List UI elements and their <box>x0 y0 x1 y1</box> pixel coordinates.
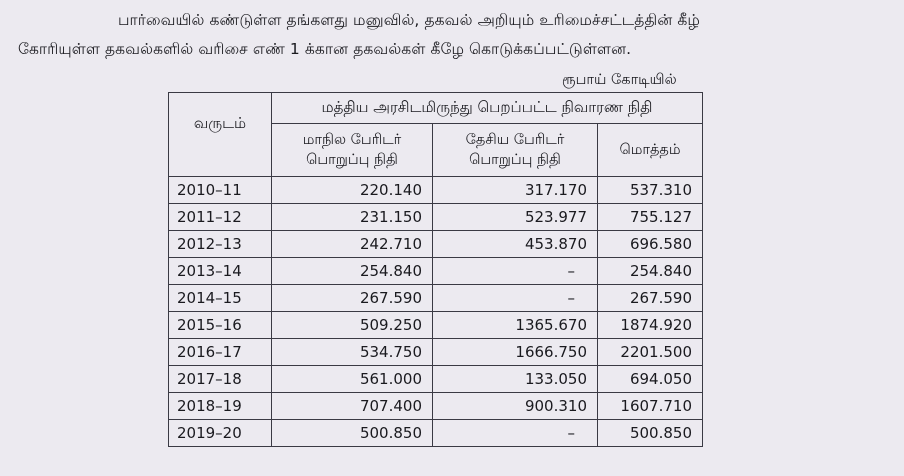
year-cell: 2010–11 <box>169 177 272 204</box>
state-fund-cell: 231.150 <box>272 204 433 231</box>
year-cell: 2014–15 <box>169 285 272 312</box>
header-national-fund <box>433 124 598 177</box>
table-row <box>169 285 703 312</box>
total-cell: 755.127 <box>598 204 703 231</box>
header-total: மொத்தம் <box>598 124 703 177</box>
header-state-line-1: மாநில பேரிடர் <box>302 132 402 148</box>
table-row <box>169 366 703 393</box>
national-fund-cell: 133.050 <box>433 366 598 393</box>
unit-note: ரூபாய் கோடியில் <box>562 72 677 88</box>
header-group: மத்திய அரசிடமிருந்து பெறப்பட்ட நிவாரண நிதி <box>272 93 703 124</box>
total-cell: 694.050 <box>598 366 703 393</box>
table-row <box>169 258 703 285</box>
table-row <box>169 312 703 339</box>
year-cell: 2012–13 <box>169 231 272 258</box>
national-fund-cell: 1365.670 <box>433 312 598 339</box>
total-cell: 1874.920 <box>598 312 703 339</box>
national-fund-cell: – <box>433 285 598 312</box>
national-fund-cell: 900.310 <box>433 393 598 420</box>
table-row <box>169 231 703 258</box>
body-paragraph <box>18 6 890 64</box>
header-state-fund <box>272 124 433 177</box>
national-fund-cell: 523.977 <box>433 204 598 231</box>
national-fund-cell: 453.870 <box>433 231 598 258</box>
state-fund-cell: 242.710 <box>272 231 433 258</box>
header-national-line-2: பொறுப்பு நிதி <box>469 152 561 168</box>
national-fund-cell: – <box>433 258 598 285</box>
year-cell: 2015–16 <box>169 312 272 339</box>
national-fund-cell: 317.170 <box>433 177 598 204</box>
state-fund-cell: 707.400 <box>272 393 433 420</box>
year-cell: 2018–19 <box>169 393 272 420</box>
total-cell: 254.840 <box>598 258 703 285</box>
table-row <box>169 393 703 420</box>
table-row <box>169 339 703 366</box>
state-fund-cell: 254.840 <box>272 258 433 285</box>
state-fund-cell: 500.850 <box>272 420 433 447</box>
total-cell: 2201.500 <box>598 339 703 366</box>
year-cell: 2013–14 <box>169 258 272 285</box>
state-fund-cell: 509.250 <box>272 312 433 339</box>
table-row <box>169 420 703 447</box>
year-cell: 2016–17 <box>169 339 272 366</box>
total-cell: 696.580 <box>598 231 703 258</box>
header-national-line-1: தேசிய பேரிடர் <box>465 132 565 148</box>
total-cell: 500.850 <box>598 420 703 447</box>
state-fund-cell: 267.590 <box>272 285 433 312</box>
table-body <box>169 177 703 447</box>
national-fund-cell: – <box>433 420 598 447</box>
state-fund-cell: 534.750 <box>272 339 433 366</box>
year-cell: 2019–20 <box>169 420 272 447</box>
national-fund-cell: 1666.750 <box>433 339 598 366</box>
state-fund-cell: 220.140 <box>272 177 433 204</box>
total-cell: 537.310 <box>598 177 703 204</box>
table-row <box>169 204 703 231</box>
year-cell: 2011–12 <box>169 204 272 231</box>
total-cell: 1607.710 <box>598 393 703 420</box>
state-fund-cell: 561.000 <box>272 366 433 393</box>
year-cell: 2017–18 <box>169 366 272 393</box>
table-row <box>169 177 703 204</box>
total-cell: 267.590 <box>598 285 703 312</box>
header-state-line-2: பொறுப்பு நிதி <box>306 152 398 168</box>
paragraph-line-1: பார்வையில் கண்டுள்ள தங்களது மனுவில், தகவல் அறியும் உரிமைச்சட்டத்தின் கீழ் <box>118 11 700 29</box>
paragraph-line-2: கோரியுள்ள தகவல்களில் வரிசை எண் 1 க்கான தகவல்கள் கீழே கொடுக்கப்பட்டுள்ளன. <box>18 40 632 58</box>
header-year: வருடம் <box>169 93 272 177</box>
relief-fund-table <box>168 92 703 447</box>
